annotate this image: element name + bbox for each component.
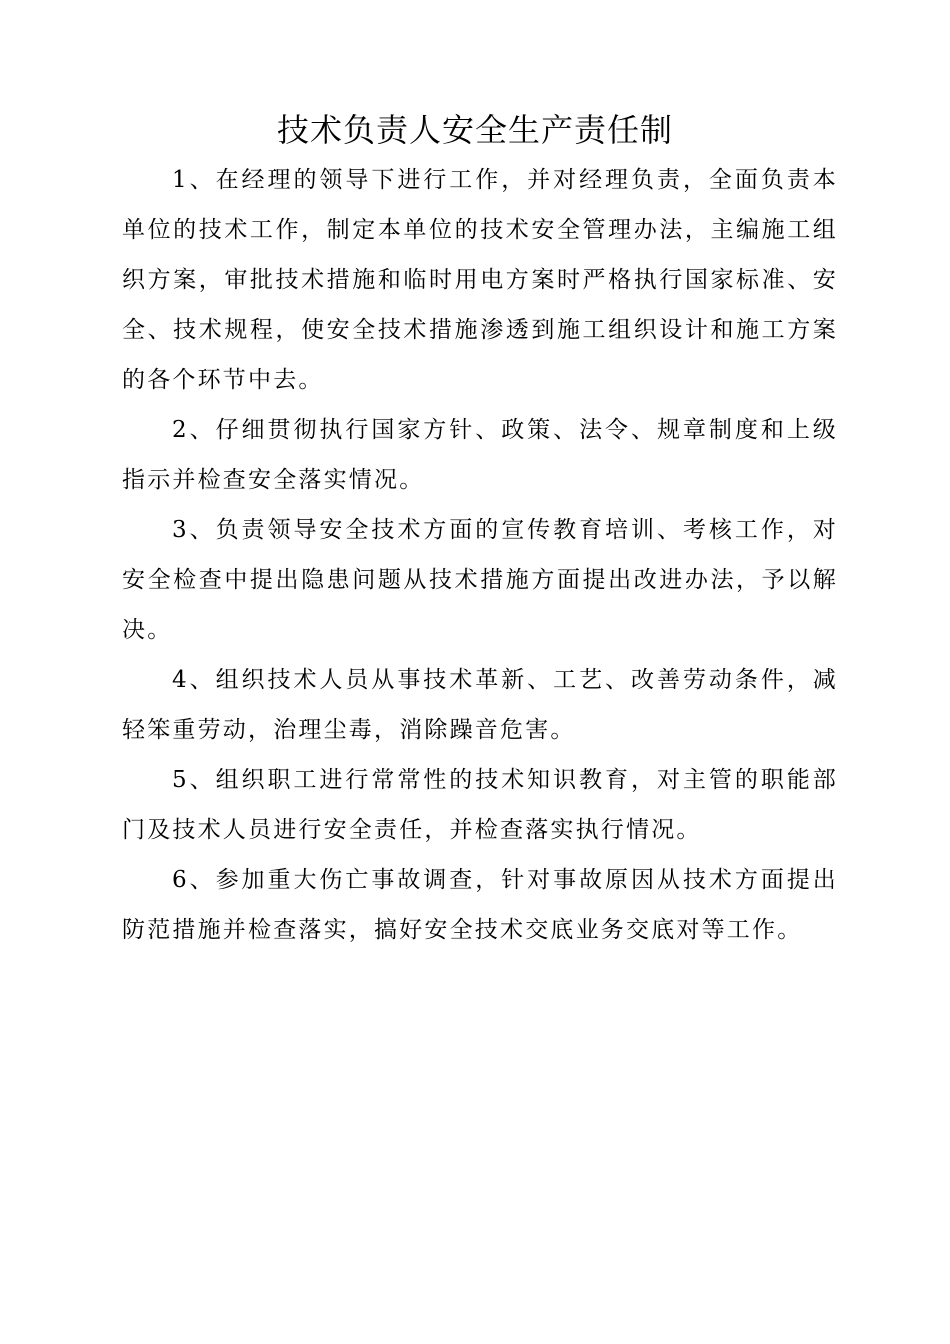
document-body [122, 155, 838, 955]
paragraph-4: 4、组织技术人员从事技术革新、工艺、改善劳动条件，减 轻笨重劳动，治理尘毒，消除躁音危害。 [122, 667, 838, 743]
paragraph-6: 6、参加重大伤亡事故调查，针对事故原因从技术方面提出 防范措施并检查落实，搞好安全技术交底业务交底对等工作。 [122, 867, 838, 943]
paragraph-1: 1、在经理的领导下进行工作，并对经理负责，全面负责本 单位的技术工作，制定本单位的技术安全管理办法，主编施工组 织方案，审批技术措施和临时用电方案时严格执行国家标准、安全、技术规程，使安全技术措施渗透到施工组织设计和施工方案的各个环节中去。 [122, 167, 838, 393]
paragraph-2: 2、仔细贯彻执行国家方针、政策、法令、规章制度和上级 指示并检查安全落实情况。 [122, 417, 838, 493]
paragraph-3: 3、负责领导安全技术方面的宣传教育培训、考核工作，对 安全检查中提出隐患问题从技术措施方面提出改进办法，予以解决。 [122, 517, 838, 643]
document-title: 技术负责人安全生产责任制 [276, 111, 673, 149]
paragraph-5: 5、组织职工进行常常性的技术知识教育，对主管的职能部 门及技术人员进行安全责任，并检查落实执行情况。 [122, 767, 838, 843]
